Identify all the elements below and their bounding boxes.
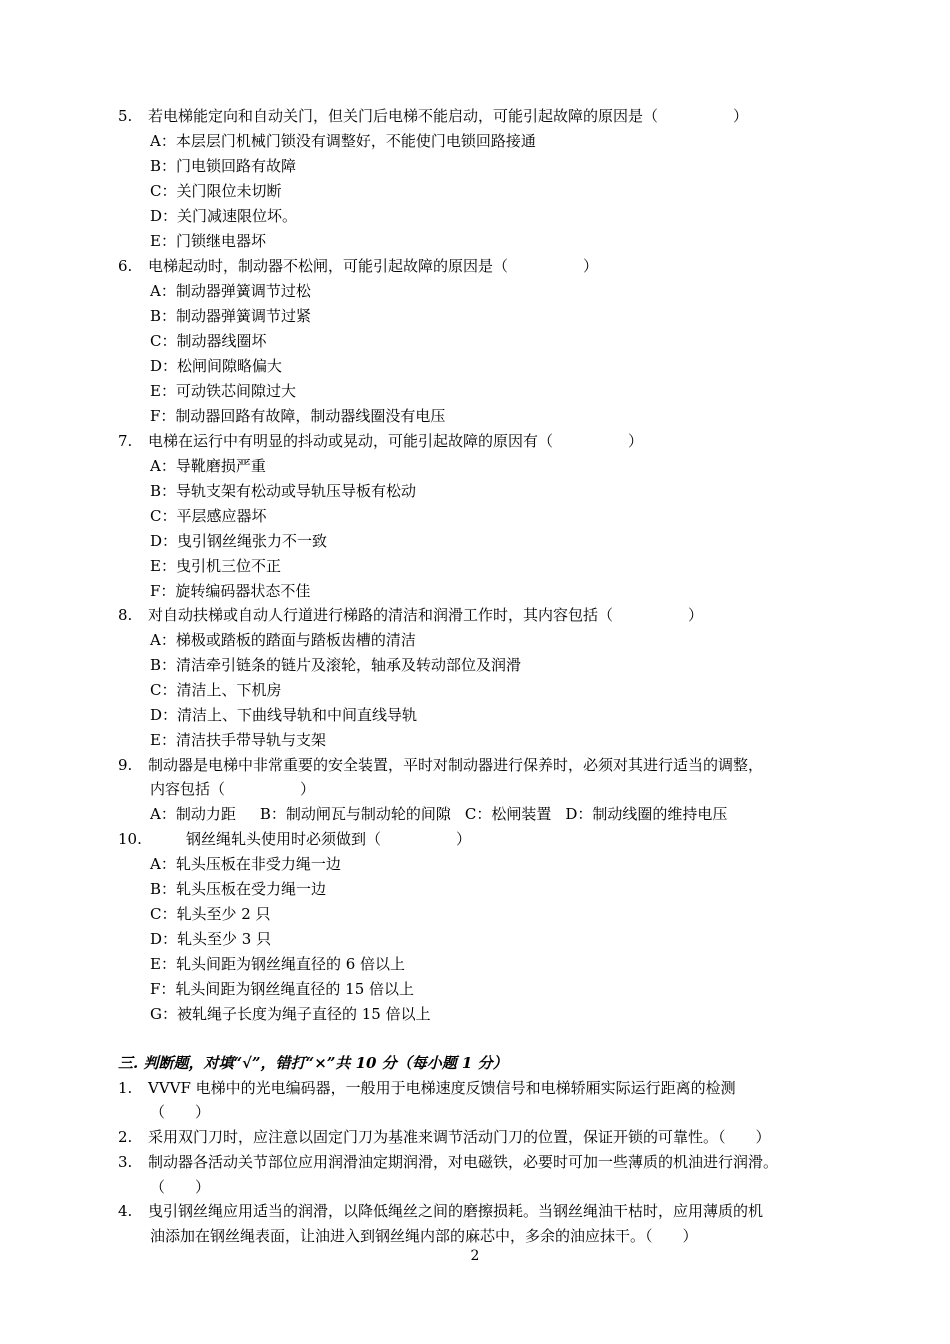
option-d: D：轧头至少 3 只 [150,930,272,948]
question-text: 对自动扶梯或自动人行道进行梯路的清洁和润滑工作时，其内容包括（ ） [148,606,704,624]
option-e: E：门锁继电器坏 [150,232,266,250]
option-b: B：轧头压板在受力绳一边 [150,880,327,898]
question-text: 曳引钢丝绳应用适当的润滑，以降低绳丝之间的磨擦损耗。当钢丝绳油干枯时，应用薄质的机 [148,1202,764,1220]
section-title: 三. 判断题，对填“√”，错打“×”共 10 分（每小题 1 分） [118,1054,508,1072]
question-number: 7. [118,432,133,450]
question-text-continued: 内容包括（ ） [150,780,316,798]
option-c: C：制动器线圈坏 [150,332,267,350]
option-a: A：导靴磨损严重 [150,457,266,475]
question-number: 5. [118,107,133,125]
option-d: D：清洁上、下曲线导轨和中间直线导轨 [150,706,418,724]
option-b: B：清洁牵引链条的链片及滚轮，轴承及转动部位及润滑 [150,656,522,674]
option-d: D：关门减速限位坏。 [150,207,298,225]
question-text: 电梯在运行中有明显的抖动或晃动，可能引起故障的原因有（ ） [148,432,644,450]
option-c: C：轧头至少 2 只 [150,905,271,923]
option-a: A：轧头压板在非受力绳一边 [150,855,341,873]
question-6 [118,256,598,276]
option-e: E：轧头间距为钢丝绳直径的 6 倍以上 [150,955,406,973]
question-number: 4. [118,1202,133,1220]
question-number: 10. [118,830,142,848]
question-9 [118,755,763,775]
question-text-continued: （ ） [150,1103,211,1121]
option-d: D：曳引钢丝绳张力不一致 [150,532,328,550]
option-f: F：制动器回路有故障，制动器线圈没有电压 [150,407,446,425]
option-f: F：轧头间距为钢丝绳直径的 15 倍以上 [150,980,415,998]
question-text: 制动器各活动关节部位应用润滑油定期润滑，对电磁铁，必要时可加一些薄质的机油进行润滑。 [148,1153,779,1171]
question-number: 6. [118,257,133,275]
tf-question-3 [118,1152,778,1172]
option-b: B：导轨支架有松动或导轨压导板有松动 [150,482,417,500]
question-7 [118,431,643,451]
question-number: 9. [118,756,133,774]
question-number: 2. [118,1128,133,1146]
option-c: C：平层感应器坏 [150,507,267,525]
tf-question-4 [118,1201,763,1221]
option-c: C：松闸装置 [464,805,552,823]
question-text: 若电梯能定向和自动关门，但关门后电梯不能启动，可能引起故障的原因是（ ） [148,107,749,125]
option-b: B：门电锁回路有故障 [150,157,297,175]
option-c: C：清洁上、下机房 [150,681,282,699]
option-b: B：制动器弹簧调节过紧 [150,307,312,325]
option-d: D：松闸间隙略偏大 [150,357,283,375]
page-number: 2 [470,1248,480,1264]
tf-question-1 [118,1078,736,1098]
question-text: 采用双门刀时，应注意以固定门刀为基准来调节活动门刀的位置，保证开锁的可靠性。（ ） [148,1128,771,1146]
question-text: VVVF 电梯中的光电编码器，一般用于电梯速度反馈信号和电梯轿厢实际运行距离的检测 [148,1079,736,1097]
question-text-continued: 油添加在钢丝绳表面，让油进入到钢丝绳内部的麻芯中，多余的油应抹干。（ ） [150,1227,698,1245]
question-10 [118,829,471,849]
option-e: E：曳引机三位不正 [150,557,281,575]
option-a: A：梯极或踏板的踏面与踏板齿槽的清洁 [150,631,416,649]
question-number: 3. [118,1153,133,1171]
question-text: 电梯起动时，制动器不松闸，可能引起故障的原因是（ ） [148,257,599,275]
option-f: F：旋转编码器状态不佳 [150,582,311,600]
option-b: B：制动闸瓦与制动轮的间隙 [259,805,451,823]
option-e: E：可动铁芯间隙过大 [150,382,296,400]
option-a: A：制动力距 [150,805,236,823]
tf-question-2 [118,1127,771,1147]
question-number: 1. [118,1079,133,1097]
option-g: G：被轧绳子长度为绳子直径的 15 倍以上 [150,1005,431,1023]
question-text: 制动器是电梯中非常重要的安全装置，平时对制动器进行保养时，必须对其进行适当的调整， [148,756,764,774]
option-a: A：本层层门机械门锁没有调整好，不能使门电锁回路接通 [150,132,536,150]
option-c: C：关门限位未切断 [150,182,282,200]
question-8 [118,605,703,625]
option-a: A：制动器弹簧调节过松 [150,282,311,300]
options-row [150,804,727,824]
option-e: E：清洁扶手带导轨与支架 [150,731,326,749]
question-5 [118,106,748,126]
option-d: D：制动线圈的维持电压 [565,805,728,823]
question-text: 钢丝绳轧头使用时必须做到（ ） [186,830,472,848]
question-number: 8. [118,606,133,624]
question-text-continued: （ ） [150,1178,211,1196]
